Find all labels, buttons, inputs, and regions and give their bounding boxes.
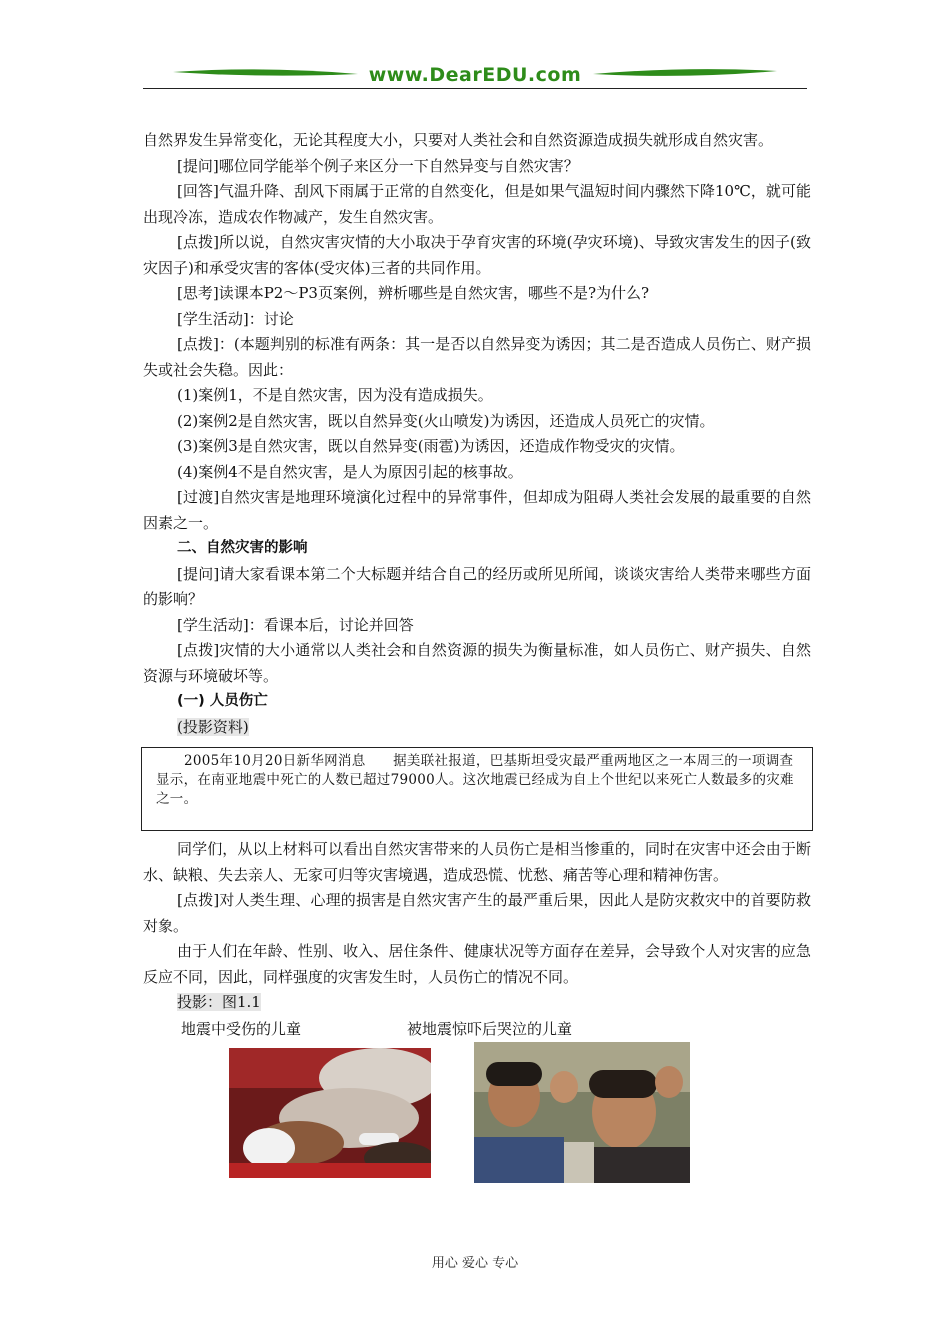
paragraph: [提问]请大家看课本第二个大标题并结合自己的经历或所见所闻，谈谈灾害给人类带来哪些方面的影响？ <box>143 564 811 608</box>
paragraph: [学生活动]：看课本后，讨论并回答 <box>177 615 414 634</box>
paragraph: [回答]气温升降、刮风下雨属于正常的自然变化，但是如果气温短时间内骤然下降10℃，就可能出现冷冻，造成农作物减产，发生自然灾害。 <box>143 182 811 226</box>
caption-left: 地震中受伤的儿童 <box>181 1019 302 1038</box>
page-header <box>143 62 807 92</box>
paragraph: (4)案例4不是自然灾害，是人为原因引起的核事故。 <box>177 462 523 481</box>
site-logo: www.DearEDU.com <box>368 64 582 86</box>
subsection-heading: (一) 人员伤亡 <box>177 693 268 709</box>
page-footer: 用心 爱心 专心 <box>431 1256 519 1271</box>
figure-label <box>143 990 811 1016</box>
section-heading: 二、自然灾害的影响 <box>177 540 308 556</box>
figure-label-text: 投影：图1.1 <box>177 993 261 1011</box>
paragraph: [点拨]对人类生理、心理的损害是自然灾害产生的最严重后果，因此人是防灾救灾中的首要防救对象。 <box>143 891 811 935</box>
news-box <box>141 747 813 831</box>
news-text: 2005年10月20日新华网消息 据美联社报道，巴基斯坦受灾最严重两地区之一本周三的一项调查显示，在南亚地震中死亡的人数已超过79000人。这次地震已经成为自上个世纪以来死亡人数最多的灾难之一。 <box>156 753 794 807</box>
figure-photos <box>143 1048 811 1198</box>
header-rule <box>143 88 807 89</box>
injured-child-photo <box>229 1048 431 1178</box>
projection-label <box>143 715 811 741</box>
paragraph: [思考]读课本P2～P3页案例，辨析哪些是自然灾害，哪些不是?为什么? <box>177 284 650 302</box>
crying-children-photo <box>474 1042 690 1183</box>
caption-right: 被地震惊吓后哭泣的儿童 <box>407 1019 573 1038</box>
document-body <box>143 128 811 1198</box>
figure-captions <box>143 1016 811 1042</box>
paragraph: 自然界发生异常变化，无论其程度大小，只要对人类社会和自然资源造成损失就形成自然灾害。 <box>143 131 774 149</box>
paragraph: 由于人们在年龄、性别、收入、居住条件、健康状况等方面存在差异，会导致个人对灾害的应急反应不同，因此，同样强度的灾害发生时，人员伤亡的情况不同。 <box>143 942 811 986</box>
paragraph: [点拨]所以说，自然灾害灾情的大小取决于孕育灾害的环境(孕灾环境)、导致灾害发生的因子(致灾因子)和承受灾害的客体(受灾体)三者的共同作用。 <box>143 233 811 277</box>
projection-label-text: (投影资料) <box>177 717 249 736</box>
paragraph: 同学们，从以上材料可以看出自然灾害带来的人员伤亡是相当惨重的，同时在灾害中还会由于断水、缺粮、失去亲人、无家可归等灾害境遇，造成恐慌、忧愁、痛苦等心理和精神伤害。 <box>143 840 811 884</box>
paragraph: [学生活动]：讨论 <box>177 309 294 328</box>
paragraph: [提问]哪位同学能举个例子来区分一下自然异变与自然灾害？ <box>177 156 579 175</box>
paragraph: (2)案例2是自然灾害，既以自然异变(火山喷发)为诱因，还造成人员死亡的灾情。 <box>177 411 715 430</box>
paragraph: [点拨]灾情的大小通常以人类社会和自然资源的损失为衡量标准，如人员伤亡、财产损失、自然资源与环境破坏等。 <box>143 641 811 685</box>
paragraph: (3)案例3是自然灾害，既以自然异变(雨雹)为诱因，还造成作物受灾的灾情。 <box>177 437 685 455</box>
paragraph: [点拨]：(本题判别的标准有两条：其一是否以自然异变为诱因；其二是否造成人员伤亡、财产损失或社会失稳。因此： <box>143 335 811 379</box>
paragraph: (1)案例1，不是自然灾害，因为没有造成损失。 <box>177 386 493 404</box>
paragraph: [过渡]自然灾害是地理环境演化过程中的异常事件，但却成为阻碍人类社会发展的最重要的自然因素之一。 <box>143 488 811 532</box>
